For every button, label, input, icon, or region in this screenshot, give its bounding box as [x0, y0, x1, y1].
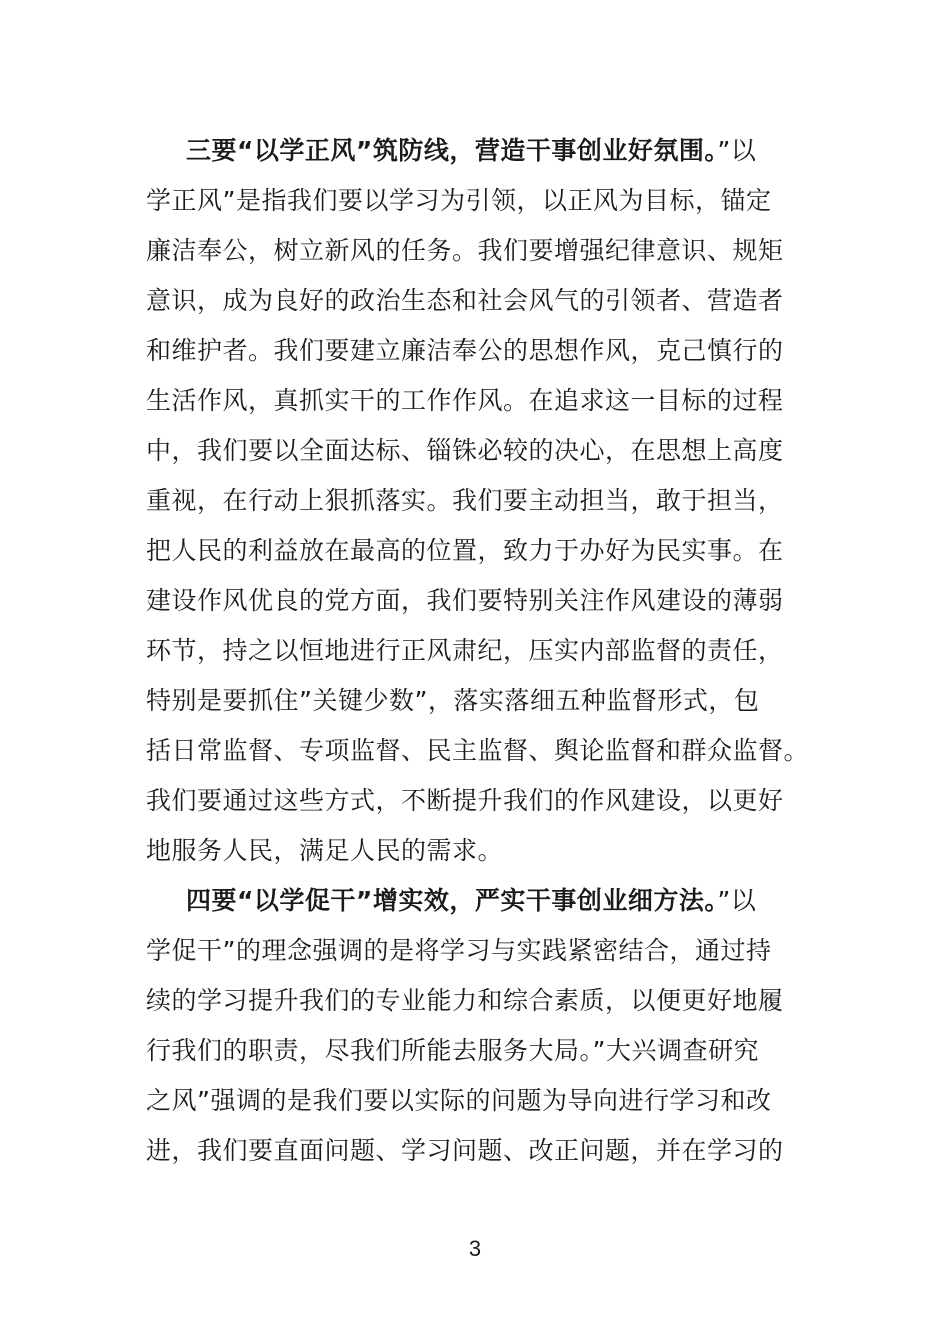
paragraph-1-line-8: 重视，在行动上狠抓落实。我们要主动担当，敢于担当，: [146, 486, 784, 515]
paragraph-1-line-2: 学正风”是指我们要以学习为引领，以正风为目标，锚定: [146, 186, 772, 215]
paragraph-1-heading: 三要“以学正风”筑防线，营造干事创业好氛围。: [186, 136, 718, 165]
paragraph-1-line-13: 括日常监督、专项监督、民主监督、舆论监督和群众监督。: [146, 736, 810, 765]
paragraph-1-line-5: 和维护者。我们要建立廉洁奉公的思想作风，克己慎行的: [146, 336, 784, 365]
paragraph-2-line-3: 续的学习提升我们的专业能力和综合素质，以便更好地履: [146, 986, 784, 1015]
paragraph-1-line-11: 环节，持之以恒地进行正风肃纪，压实内部监督的责任，: [146, 636, 784, 665]
paragraph-2-line-6: 进，我们要直面问题、学习问题、改正问题，并在学习的: [146, 1136, 784, 1165]
paragraph-1-line-12: 特别是要抓住”关键少数”，落实落细五种监督形式，包: [146, 686, 760, 715]
paragraph-1-line-10: 建设作风优良的党方面，我们要特别关注作风建设的薄弱: [146, 586, 784, 615]
paragraph-1-line-3: 廉洁奉公，树立新风的任务。我们要增强纪律意识、规矩: [146, 236, 784, 265]
paragraph-1-line-4: 意识，成为良好的政治生态和社会风气的引领者、营造者: [146, 286, 784, 315]
paragraph-1-line-15: 地服务人民，满足人民的需求。: [146, 836, 504, 865]
paragraph-1-line-7: 中，我们要以全面达标、锱铢必较的决心，在思想上高度: [146, 436, 784, 465]
paragraph-2-line-2: 学促干”的理念强调的是将学习与实践紧密结合，通过持: [146, 936, 772, 965]
paragraph-2-text: ”以: [717, 886, 757, 915]
paragraph-2-heading: 四要“以学促干”增实效，严实干事创业细方法。: [186, 886, 718, 915]
paragraph-1-line-1: [186, 131, 806, 171]
paragraph-2-line-4: 行我们的职责，尽我们所能去服务大局。”大兴调查研究: [146, 1036, 759, 1065]
paragraph-1-line-9: 把人民的利益放在最高的位置，致力于办好为民实事。在: [146, 536, 784, 565]
paragraph-1-line-14: 我们要通过这些方式，不断提升我们的作风建设，以更好: [146, 786, 784, 815]
paragraph-2-line-5: 之风”强调的是我们要以实际的问题为导向进行学习和改: [146, 1086, 772, 1115]
paragraph-1-text: ”以: [717, 136, 757, 165]
paragraph-1-line-6: 生活作风，真抓实干的工作作风。在追求这一目标的过程: [146, 386, 784, 415]
paragraph-2-line-1: [186, 881, 806, 921]
page-number: 3: [468, 1236, 482, 1261]
